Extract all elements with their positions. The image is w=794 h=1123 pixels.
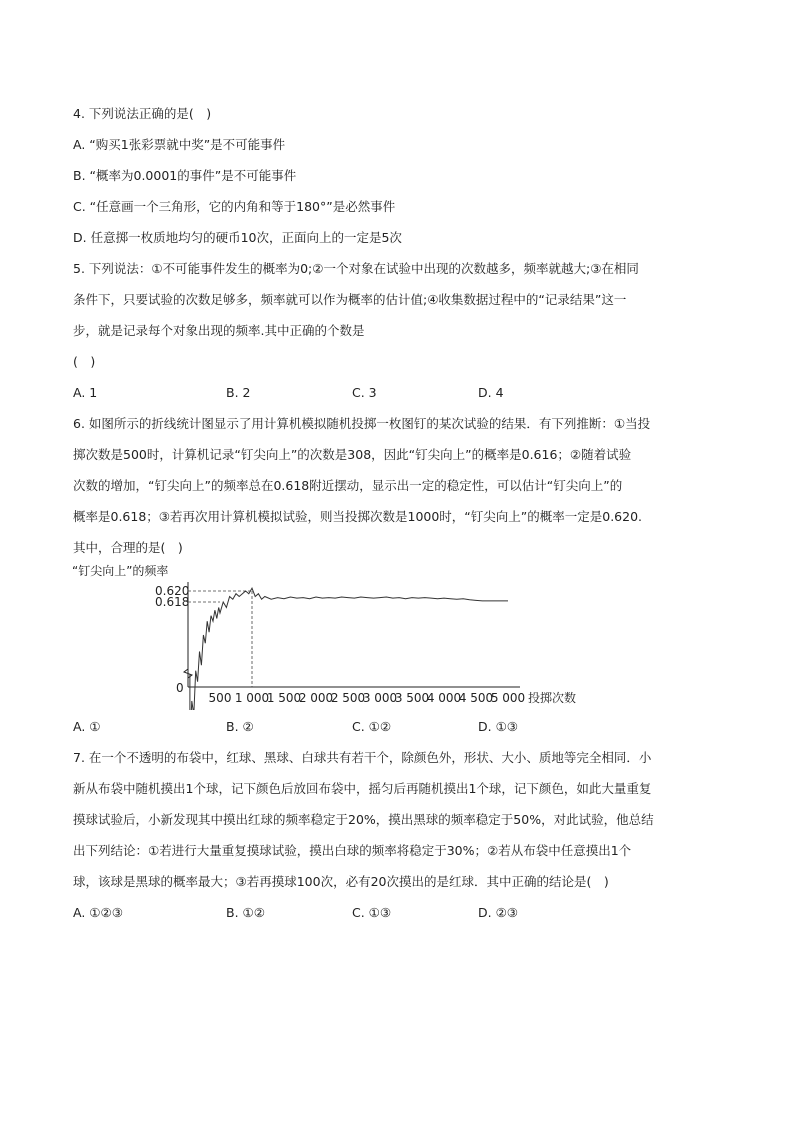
q4-option-b: B. “概率为0.0001的事件”是不可能事件 [73, 168, 297, 183]
chart-x-tick-label: 3 500 [394, 691, 430, 705]
q4-option-a: A. “购买1张彩票就中奖”是不可能事件 [73, 137, 286, 152]
q5-line-3: 步，就是记录每个对象出现的频率.其中正确的个数是 [73, 323, 365, 338]
q7-option-c: C. ①③ [352, 905, 392, 920]
chart-x-tick-label: 1 500 [266, 691, 302, 705]
chart-x-tick-label: 500 [208, 691, 232, 705]
chart-y-axis-label: “钉尖向上”的频率 [72, 564, 169, 578]
q5-line-1: 5. 下列说法：①不可能事件发生的概率为0;②一个对象在试验中出现的次数越多，频率就越大;③在相同 [73, 261, 639, 276]
q6-line-5: 其中，合理的是( ) [73, 540, 183, 555]
q7-option-d: D. ②③ [478, 905, 518, 920]
chart-origin-label: 0 [176, 681, 184, 695]
chart-x-tick-label: 5 000 [490, 691, 526, 705]
q4-option-c: C. “任意画一个三角形，它的内角和等于180°”是必然事件 [73, 199, 396, 214]
q5-option-a: A. 1 [73, 385, 98, 400]
q6-option-c: C. ①② [352, 719, 392, 734]
q6-line-1: 6. 如图所示的折线统计图显示了用计算机模拟随机投掷一枚图钉的某次试验的结果．有下列推断：①当投 [73, 416, 651, 431]
chart-x-tick-label: 4 000 [426, 691, 462, 705]
q6-line-4: 概率是0.618；③若再次用计算机模拟试验，则当投掷次数是1000时，“钉尖向上”的概率一定是0.620. [73, 509, 643, 524]
chart-y-tick-0620: 0.620 [155, 584, 190, 598]
chart-x-ticks [209, 691, 526, 705]
chart-y-tick-0618: 0.618 [155, 595, 190, 609]
q4-stem: 4. 下列说法正确的是( ) [73, 106, 212, 121]
q7-line-1: 7. 在一个不透明的布袋中，红球、黑球、白球共有若干个，除颜色外，形状、大小、质地等完全相同．小 [73, 750, 652, 765]
chart-x-tick-label: 2 500 [330, 691, 366, 705]
q7-line-3: 摸球试验后，小新发现其中摸出红球的频率稳定于20%，摸出黑球的频率稳定于50%，对此试验，他总结 [73, 812, 654, 827]
chart-x-axis-label: 投掷次数 [528, 691, 577, 705]
q6-line-2: 掷次数是500时，计算机记录“钉尖向上”的次数是308，因此“钉尖向上”的概率是0.616；②随着试验 [73, 447, 632, 462]
q7-line-5: 球，该球是黑球的概率最大；③若再摸球100次，必有20次摸出的是红球．其中正确的结论是( ) [73, 874, 609, 889]
q5-line-2: 条件下，只要试验的次数足够多，频率就可以作为概率的估计值;④收集数据过程中的“记录结果”这一 [73, 292, 627, 307]
chart-x-tick-label: 2 000 [298, 691, 334, 705]
q6-line-3: 次数的增加，“钉尖向上”的频率总在0.618附近摆动，显示出一定的稳定性，可以估计“钉尖向上”的 [73, 478, 623, 493]
frequency-line-chart [70, 562, 610, 710]
q5-line-4: ( ) [73, 354, 96, 369]
chart-x-tick-label: 4 500 [458, 691, 494, 705]
chart-x-tick-label: 3 000 [362, 691, 398, 705]
q6-option-d: D. ①③ [478, 719, 518, 734]
q5-option-b: B. 2 [226, 385, 251, 400]
q5-option-d: D. 4 [478, 385, 504, 400]
q7-option-a: A. ①②③ [73, 905, 123, 920]
q6-option-a: A. ① [73, 719, 101, 734]
q4-option-d: D. 任意掷一枚质地均匀的硬币10次，正面向上的一定是5次 [73, 230, 402, 245]
q7-line-2: 新从布袋中随机摸出1个球，记下颜色后放回布袋中，摇匀后再随机摸出1个球，记下颜色，如此大量重复 [73, 781, 652, 796]
q7-line-4: 出下列结论：①若进行大量重复摸球试验，摸出白球的频率将稳定于30%；②若从布袋中任意摸出1个 [73, 843, 632, 858]
q5-option-c: C. 3 [352, 385, 377, 400]
q6-option-b: B. ② [226, 719, 254, 734]
q7-option-b: B. ①② [226, 905, 265, 920]
chart-x-tick-label: 1 000 [234, 691, 270, 705]
